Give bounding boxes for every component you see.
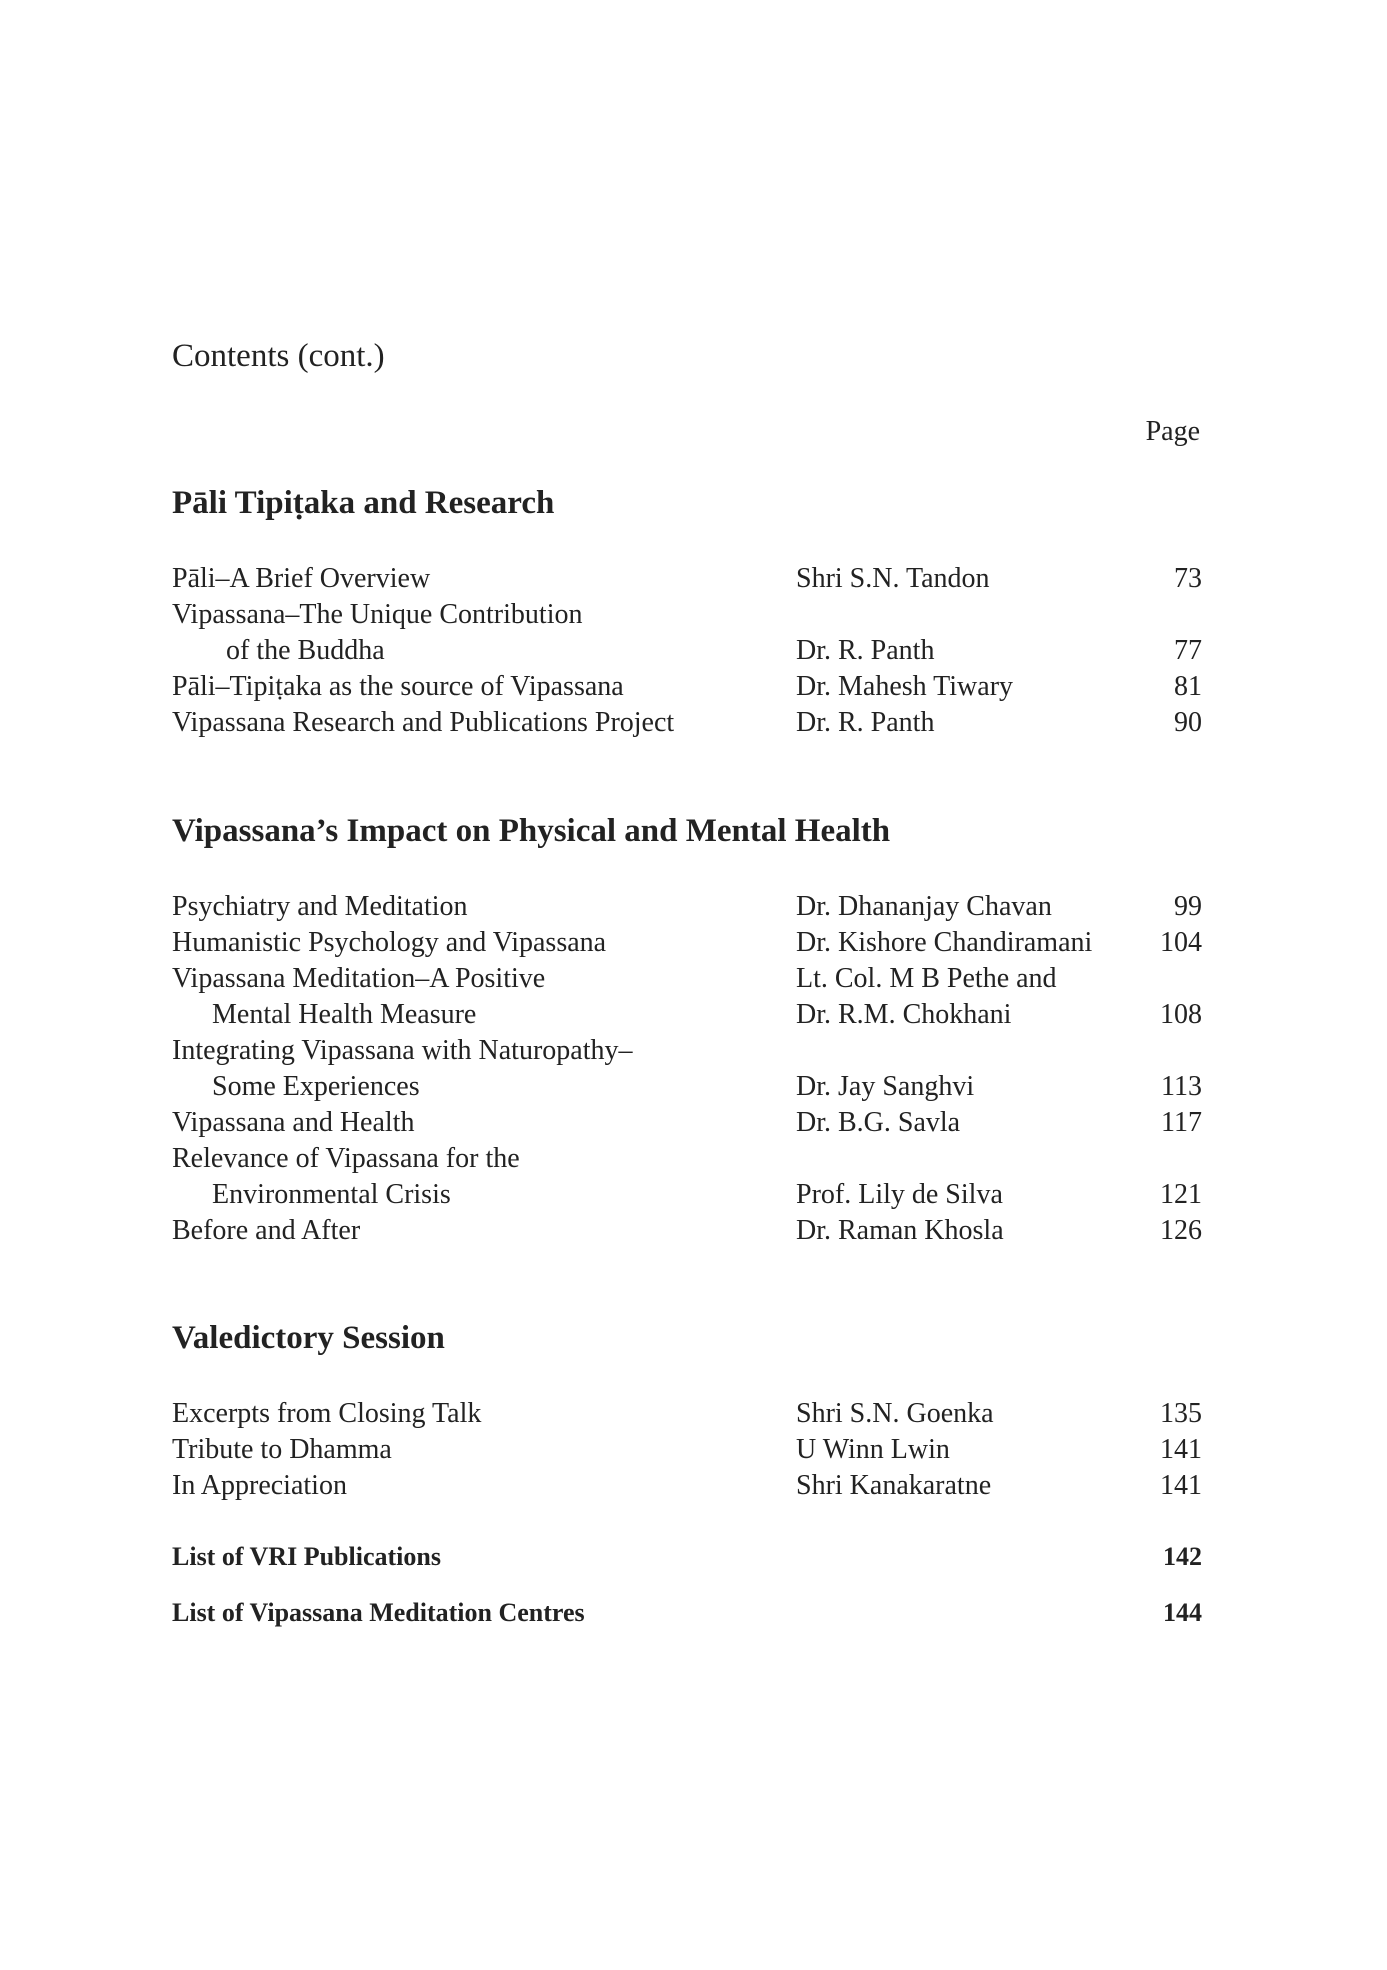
entry-title: Vipassana Research and Publications Project [172, 707, 675, 738]
toc-entry[interactable] [172, 1396, 1202, 1432]
entry-title: Vipassana–The Unique Contribution [172, 599, 583, 630]
entry-page: 135 [1160, 1398, 1202, 1429]
toc-entry[interactable] [172, 561, 1202, 597]
toc-entry[interactable] [172, 1177, 1202, 1213]
entry-title: Tribute to Dhamma [172, 1434, 392, 1465]
entry-page: 117 [1161, 1107, 1202, 1138]
entry-author: Prof. Lily de Silva [796, 1179, 1003, 1210]
entry-title: Pāli–A Brief Overview [172, 563, 431, 594]
entry-author: Dr. R.M. Chokhani [796, 999, 1012, 1030]
entry-title: Pāli–Tipiṭaka as the source of Vipassana [172, 671, 624, 702]
entry-page: 121 [1160, 1179, 1202, 1210]
entry-title: Vipassana Meditation–A Positive [172, 963, 546, 994]
entry-author: Shri S.N. Tandon [796, 563, 990, 594]
entry-title: Environmental Crisis [212, 1179, 451, 1210]
entry-title: Mental Health Measure [212, 999, 477, 1030]
entry-page: 99 [1174, 891, 1202, 922]
entry-title: Relevance of Vipassana for the [172, 1143, 520, 1174]
entry-author: Dr. Mahesh Tiwary [796, 671, 1014, 702]
entry-title: List of VRI Publications [172, 1542, 441, 1571]
entry-author: Dr. B.G. Savla [796, 1107, 961, 1138]
toc-entry[interactable] [172, 1033, 1202, 1069]
toc-entry[interactable] [172, 1468, 1202, 1504]
toc-entry[interactable] [172, 1213, 1202, 1249]
entry-author: Dr. Raman Khosla [796, 1215, 1004, 1246]
entry-page: 81 [1174, 671, 1202, 702]
toc-entry[interactable] [172, 925, 1202, 961]
entry-page: 142 [1163, 1542, 1202, 1571]
toc-entry[interactable] [172, 597, 1202, 633]
entry-page: 108 [1160, 999, 1202, 1030]
page-title: Contents (cont.) [172, 338, 385, 374]
section-heading-valedictory-session: Valedictory Session [172, 1320, 445, 1356]
toc-entry[interactable] [172, 1069, 1202, 1105]
toc-entry[interactable] [172, 1105, 1202, 1141]
entry-title: In Appreciation [172, 1470, 347, 1501]
entry-author: Shri S.N. Goenka [796, 1398, 994, 1429]
toc-entry[interactable] [172, 1141, 1202, 1177]
entry-page: 141 [1160, 1434, 1202, 1465]
entry-author: U Winn Lwin [796, 1434, 950, 1465]
entry-author: Dr. Jay Sanghvi [796, 1071, 975, 1102]
entry-author: Lt. Col. M B Pethe and [796, 963, 1057, 994]
entry-title: Excerpts from Closing Talk [172, 1398, 482, 1429]
entry-page: 144 [1163, 1598, 1202, 1627]
entry-page: 113 [1161, 1071, 1202, 1102]
entry-title: Vipassana and Health [172, 1107, 415, 1138]
toc-entry[interactable] [172, 997, 1202, 1033]
entry-author: Dr. R. Panth [796, 635, 935, 666]
entry-title: List of Vipassana Meditation Centres [172, 1598, 585, 1627]
section-heading-pali-tipitaka: Pāli Tipiṭaka and Research [172, 485, 555, 521]
toc-entry[interactable] [172, 633, 1202, 669]
toc-entry-publications[interactable] [172, 1540, 1202, 1574]
entry-page: 90 [1174, 707, 1202, 738]
entry-author: Dr. Dhananjay Chavan [796, 891, 1052, 922]
entry-title: Integrating Vipassana with Naturopathy– [172, 1035, 633, 1066]
entry-title: Humanistic Psychology and Vipassana [172, 927, 607, 958]
toc-entry-centres[interactable] [172, 1596, 1202, 1630]
entry-page: 141 [1160, 1470, 1202, 1501]
entry-title: Some Experiences [212, 1071, 420, 1102]
entry-author: Shri Kanakaratne [796, 1470, 992, 1501]
toc-entry[interactable] [172, 705, 1202, 741]
entry-page: 73 [1174, 563, 1202, 594]
entry-author: Dr. R. Panth [796, 707, 935, 738]
section-heading-impact-on-health: Vipassana’s Impact on Physical and Mental Health [172, 813, 891, 849]
entry-title: Before and After [172, 1215, 361, 1246]
entry-page: 104 [1160, 927, 1202, 958]
entry-page: 77 [1174, 635, 1202, 666]
entry-page: 126 [1160, 1215, 1202, 1246]
entry-title: of the Buddha [226, 635, 385, 666]
entry-title: Psychiatry and Meditation [172, 891, 468, 922]
toc-entry[interactable] [172, 889, 1202, 925]
toc-entry[interactable] [172, 669, 1202, 705]
toc-entry[interactable] [172, 961, 1202, 997]
page-column-label: Page [1145, 416, 1200, 447]
toc-entry[interactable] [172, 1432, 1202, 1468]
entry-author: Dr. Kishore Chandiramani [796, 927, 1093, 958]
